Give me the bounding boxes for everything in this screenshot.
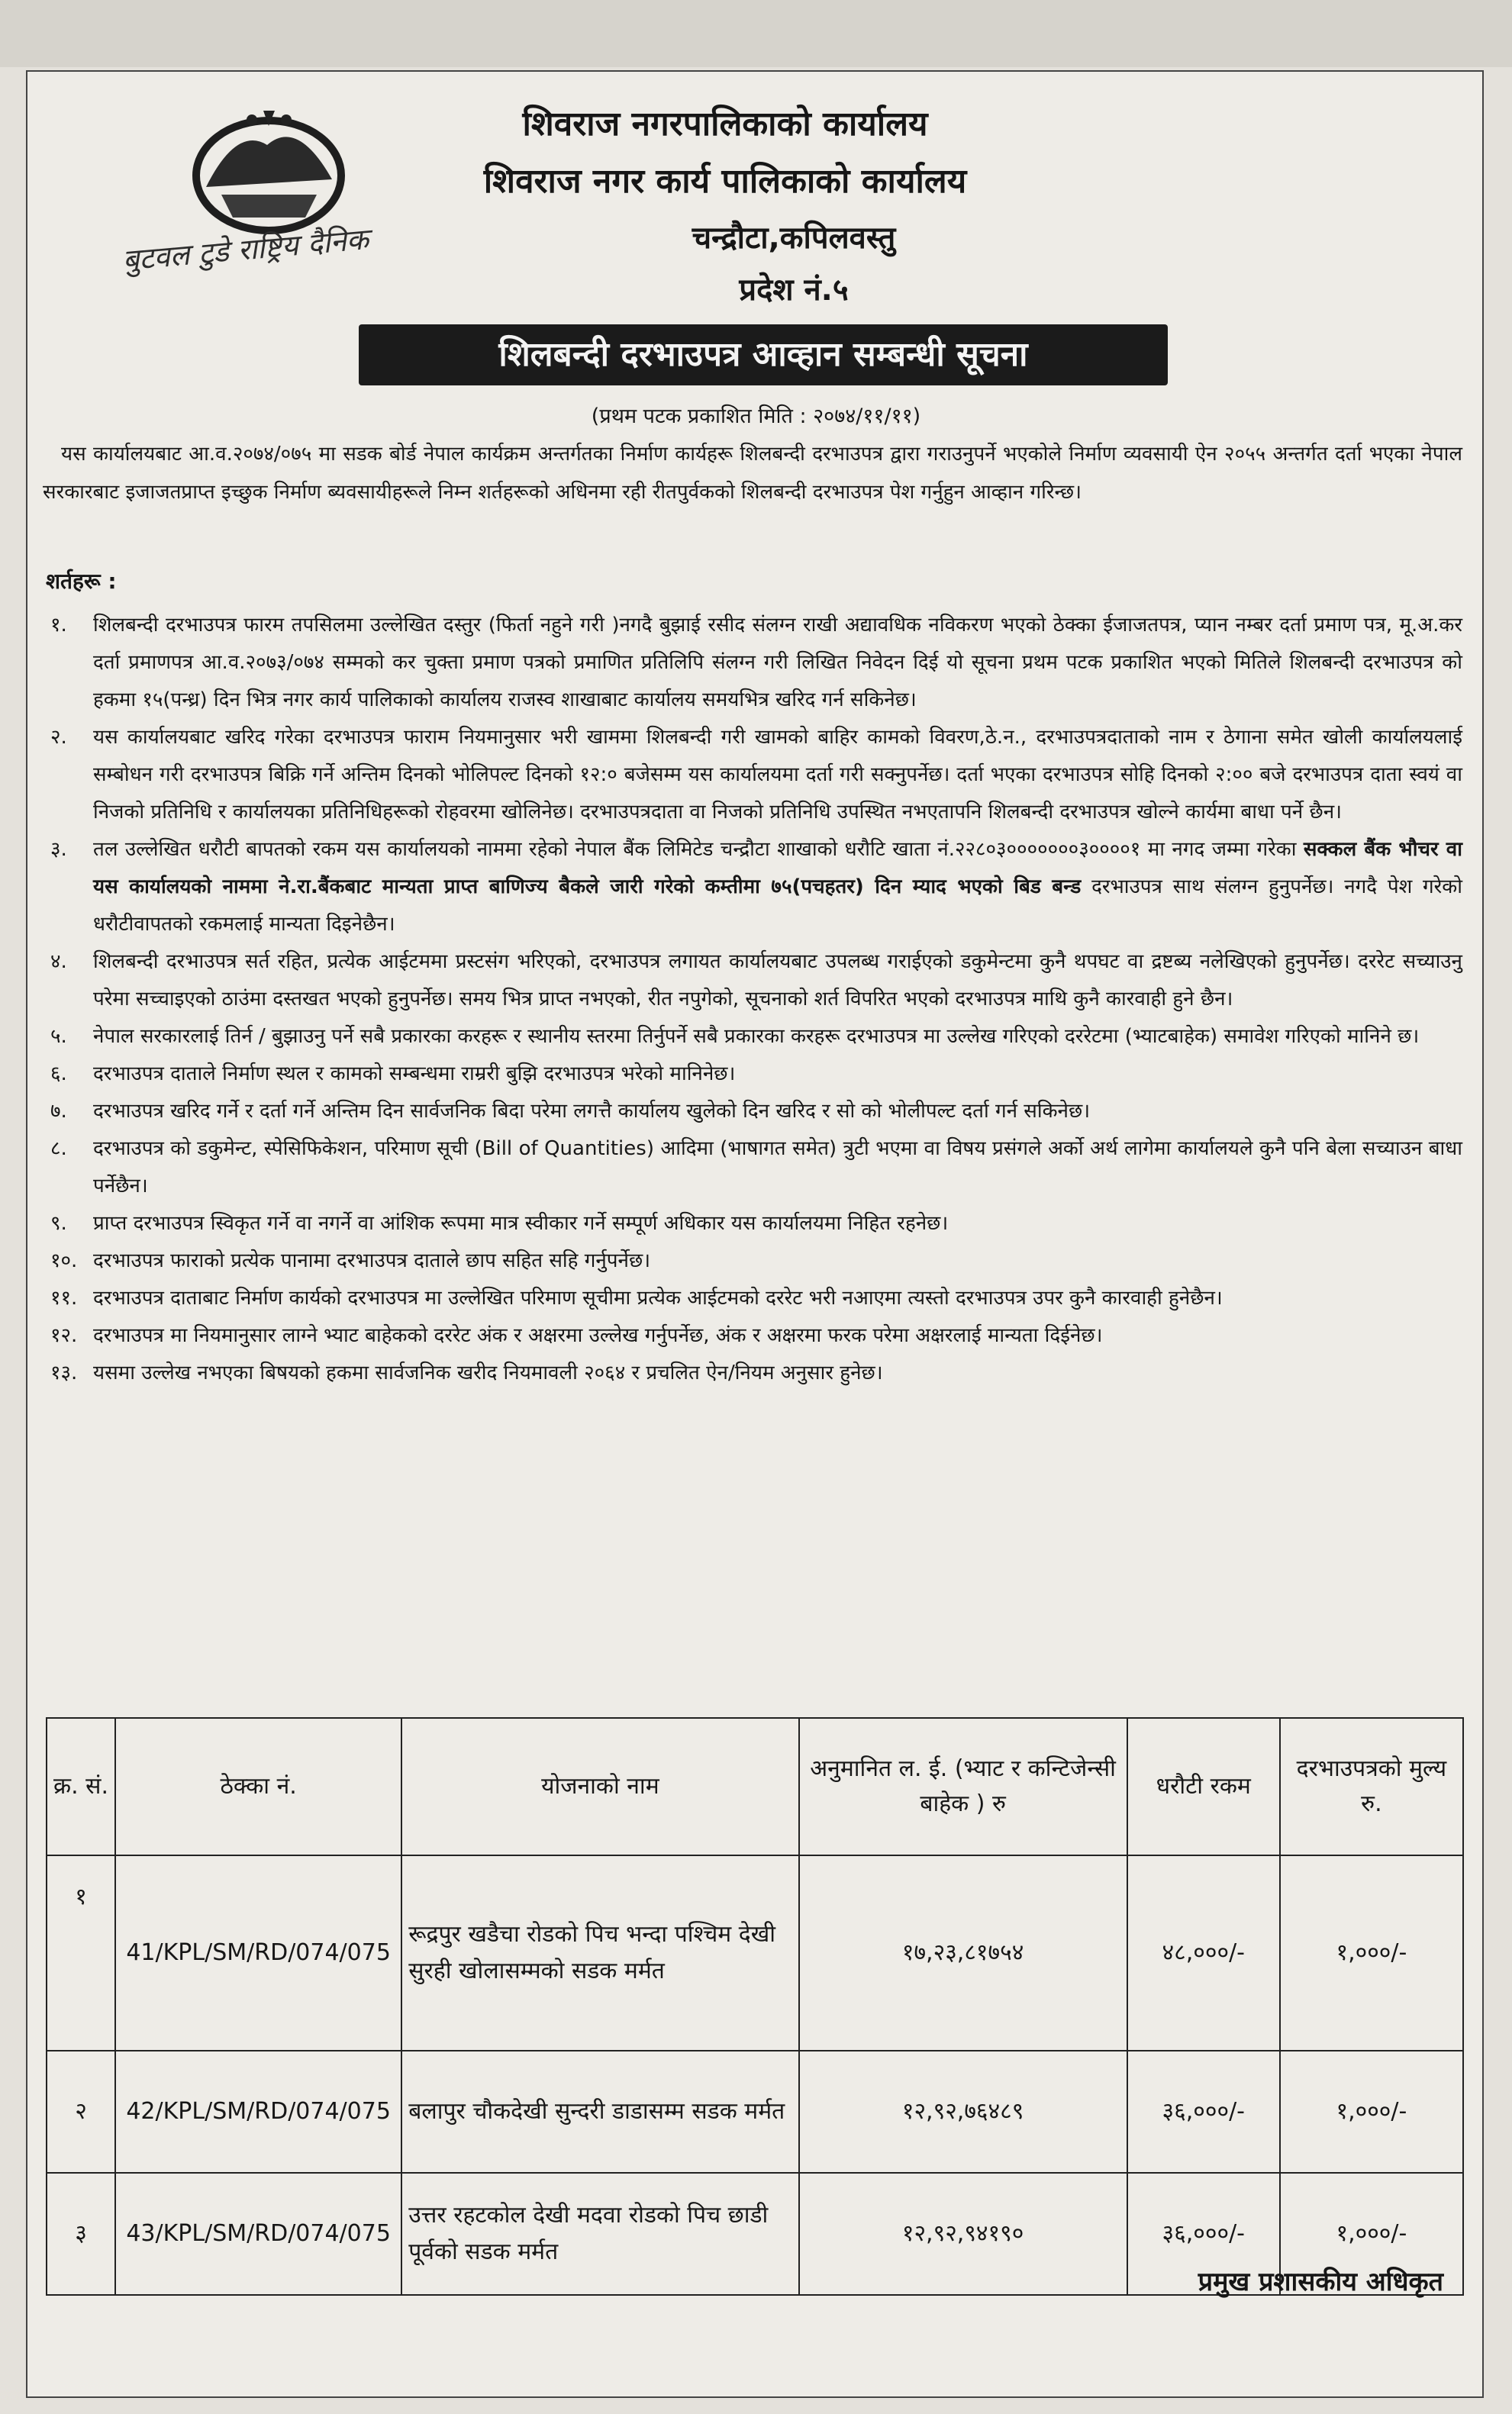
province-label: प्रदेश नं.५ [739,272,849,308]
price-cell: १,०००/- [1280,1855,1463,2051]
intro-paragraph: यस कार्यालयबाट आ.व.२०७४/०७५ मा सडक बोर्ड नेपाल कार्यक्रम अन्तर्गतका निर्माण कार्यहरू शिलबन्दी दरभाउपत्र द्वारा गराउनुपर्ने भएकोले निर्माण व्यवसायी ऐन २०५५ अन्तर्गत दर्ता भएका नेपाल सरकारबाट इजाजतप्राप्त इच्छुक निर्माण ब्यवसायीहरूले निम्न शर्तहरूको अधिनमा रही रीतपुर्वककाे शिलबन्दी दरभाउपत्र पेश गर्नुहुन आव्हान गरिन्छ। [43,443,1462,504]
condition-number: ९. [50,1212,67,1235]
price-cell: १,०००/- [1280,2051,1463,2173]
condition-number: ५. [50,1025,67,1048]
condition-number: १. [50,614,67,637]
serial-cell: १ [47,1855,115,2051]
conditions-heading: शर्तहरू : [46,569,117,594]
table-row [47,2051,1463,2173]
condition-text: प्राप्त दरभाउपत्र स्विकृत गर्ने वा नगर्ने वा आंशिक रूपमा मात्र स्वीकार गर्ने सम्पूर्ण अधिकार यस कार्यालयमा निहित रहनेछ। [93,1212,949,1235]
notice-title: शिलबन्दी दरभाउपत्र आव्हान सम्बन्धी सूचना [359,324,1168,385]
contracts-table [46,1717,1464,2296]
project-name-cell: बलापुर चौकदेखी सुन्दरी डाडासम्म सडक मर्मत [401,2051,798,2173]
condition-text: दरभाउपत्र दाताबाट निर्माण कार्यको दरभाउपत्र मा उल्लेखित परिमाण सूचीमा प्रत्येक आईटमको दररेट भरी नआएमा त्यस्तो दरभाउपत्र उपर कुनै कारवाही हुनेछैन। [93,1287,1223,1310]
condition-text: दरभाउपत्र को डकुमेन्ट, स्पेसिफिकेशन, परिमाण सूची (Bill of Quantities) आदिमा (भाषागत समेत) त्रुटी भएमा वा विषय प्रसंगले अर्को अर्थ लागेमा कार्यालयले कुनै पनि बेला सच्याउन बाधा पर्नेछैन। [93,1137,1462,1197]
condition-text: दरभाउपत्र खरिद गर्ने र दर्ता गर्ने अन्तिम दिन सार्वजनिक बिदा परेमा लगत्तै कार्यालय खुलेको दिन खरिद र सो को भोलीपल्ट दर्ता गर्न सकिनेछ। [93,1100,1091,1123]
condition-item [43,831,1462,943]
estimate-cell: १७,२३,८१७५४ [799,1855,1127,2051]
condition-text: दरभाउपत्र दाताले निर्माण स्थल र कामको सम्बन्धमा राम्ररी बुझि दरभाउपत्र भरेको मानिनेछ। [93,1062,736,1085]
condition-number: ४. [50,950,67,973]
condition-number: ७. [50,1100,67,1123]
project-name-cell: उत्तर रहटकोल देखी मदवा रोडको पिच छाडी पूर्वको सडक मर्मत [401,2173,798,2295]
estimate-cell: १२,९२,७६४८९ [799,2051,1127,2173]
condition-number: १०. [50,1249,78,1272]
table-header-row [47,1718,1463,1855]
condition-text: दरभाउपत्र मा नियमानुसार लाग्ने भ्याट बाहेकको दररेट अंक र अक्षरमा उल्लेख गर्नुपर्नेछ, अंक र अक्षरमा फरक परेमा अक्षरलाई मान्यता दिईनेछ। [93,1324,1103,1347]
deposit-cell: ३६,०००/- [1127,2173,1280,2295]
contract-number-cell: 41/KPL/SM/RD/074/075 [115,1855,401,2051]
condition-item [43,943,1462,1018]
condition-item [43,1093,1462,1130]
contract-number-cell: 43/KPL/SM/RD/074/075 [115,2173,401,2295]
condition-text: नेपाल सरकारलाई तिर्न / बुझाउनु पर्ने सबै प्रकारका करहरू र स्थानीय स्तरमा तिर्नुपर्ने सबै प्रकारका करहरू दरभाउपत्र मा उल्लेख गरिएको दररेटमा (भ्याटबाहेक) समावेश गरिएको मानिने छ। [93,1025,1420,1048]
column-header: योजनाको नाम [401,1718,798,1855]
condition-number: ६. [50,1062,67,1085]
condition-item [43,719,1462,831]
condition-item [43,1317,1462,1355]
column-header: अनुमानित ल. ई. (भ्याट र कन्टिजेन्सी बाहेक ) रु [799,1718,1127,1855]
conditions-list [43,607,1462,1392]
deposit-cell: ३६,०००/- [1127,2051,1280,2173]
contract-number-cell: 42/KPL/SM/RD/074/075 [115,2051,401,2173]
estimate-cell: १२,९२,९४१९० [799,2173,1127,2295]
top-margin-strip [0,0,1512,67]
condition-item [43,1355,1462,1392]
column-header: क्र. सं. [47,1718,115,1855]
condition-number: १२. [50,1324,78,1347]
condition-text-cont: दरभाउपत्र साथ संलग्न हुनुपर्नेछ। नगदै पेश गरेको धरौटीवापतको रकमलाई मान्यता दिइनेछैन। [93,875,1462,936]
condition-item [43,1205,1462,1242]
serial-cell: २ [47,2051,115,2173]
condition-text: शिलबन्दी दरभाउपत्र फारम तपसिलमा उल्लेखित दस्तुर (फिर्ता नहुने गरी )नगदै बुझाई रसीद संलग्न राखी अद्यावधिक नविकरण भएको ठेक्का ईजाजतपत्र, प्यान नम्बर दर्ता प्रमाण पत्र, मू.अ.कर दर्ता प्रमाणपत्र आ.व.२०७३/०७४ सम्मको कर चुक्ता प्रमाण पत्रको प्रमाणित प्रतिलिपि संलग्न गरी लिखित निवेदन दिई यो सूचना प्रथम पटक प्रकाशित भएको मितिले शिलबन्दी दरभाउपत्र को हकमा १५(पन्ध्र) दिन भित्र नगर कार्य पालिकाको कार्यालय राजस्व शाखाबाट कार्यालय समयभित्र खरिद गर्न सकिनेछ। [93,614,1462,711]
condition-text: तल उल्लेखित धरौटी बापतको रकम यस कार्यालयको नाममा रहेको नेपाल बैंक लिमिटेड चन्द्रौटा शाखाको धरौटि खाता नं.२२८०३०००००००३००००१ मा नगद जम्मा गरेका [93,838,1297,861]
condition-item [43,1242,1462,1280]
condition-number: २. [50,726,67,749]
office-address: चन्द्रौटा,कपिलवस्तु [692,221,896,256]
condition-item [43,1280,1462,1317]
column-header: दरभाउपत्रको मुल्य रु. [1280,1718,1463,1855]
column-header: धरौटी रकम [1127,1718,1280,1855]
condition-item [43,1018,1462,1056]
condition-bold-text: सक्कल बैंक भौचर वा यस कार्यालयको नाममा ने.रा.बैंकबाट मान्यता प्राप्त बाणिज्य बैकले जारी गरेको कम्तीमा ७५(पचहतर) दिन म्याद भएको बिड बन्ड [93,838,1462,898]
deposit-cell: ४८,०००/- [1127,1855,1280,2051]
published-date: (प्रथम पटक प्रकाशित मिति : २०७४/११/११) [591,404,921,428]
condition-item [43,607,1462,719]
office-name-line2: शिवराज नगर कार्य पालिकाको कार्यालय [483,162,967,201]
condition-number: ३. [50,838,67,861]
serial-cell: ३ [47,2173,115,2295]
handwritten-note: बुटवल टुडे राष्ट्रिय दैनिक [121,221,370,277]
condition-item [43,1056,1462,1093]
condition-text: शिलबन्दी दरभाउपत्र सर्त रहित, प्रत्येक आईटममा प्रस्टसंग भरिएको, दरभाउपत्र लगायत कार्यालयबाट उपलब्ध गराईएको डकुमेन्टमा कुनै थपघट वा द्रष्टब्य नलेखिएको हुनुपर्नेछ। दररेट सच्याउनु परेमा सच्चाइएको ठाउंमा दस्तखत भएको हुनुपर्नेछ। समय भित्र प्राप्त नभएको, रीत नपुगेको, सूचनाको शर्त विपरित भएको दरभाउपत्र माथि कुनै कारवाही हुने छैन। [93,950,1462,1010]
condition-text: यसमा उल्लेख नभएका बिषयको हकमा सार्वजनिक खरीद नियमावली २०६४ र प्रचलित ऐन/नियम अनुसार हुनेछ। [93,1362,883,1384]
office-name-line1: शिवराज नगरपालिकाको कार्यालय [522,105,928,143]
table-row [47,1855,1463,2051]
condition-text: यस कार्यालयबाट खरिद गरेका दरभाउपत्र फाराम नियमानुसार भरी खाममा शिलबन्दी गरी खामको बाहिर कामको विवरण,ठे.न., दरभाउपत्रदाताको नाम र ठेगाना समेत खोली कार्यालयलाई सम्बोधन गरी दरभाउपत्र बिक्रि गर्ने अन्तिम दिनको भोलिपल्ट दिनको १२:० बजेसम्म यस कार्यालयमा दर्ता गरी सक्नुपर्नेछ। दर्ता भएका दरभाउपत्र सोहि दिनको २:०० बजे दरभाउपत्र दाता स्वयं वा निजको प्रतिनिधि र कार्यालयका प्रतिनिधिहरूको रोहवरमा खोलिनेछ। दरभाउपत्रदाता वा निजको प्रतिनिधि उपस्थित नभएतापनि शिलबन्दी दरभाउपत्र खोल्ने कार्यमा बाधा पर्ने छैन। [93,726,1462,823]
condition-number: १३. [50,1362,78,1384]
condition-number: ८. [50,1137,67,1160]
signature-title: प्रमुख प्रशासकीय अधिकृत [1198,2267,1443,2297]
price-cell: १,०००/- [1280,2173,1463,2295]
condition-number: ११. [50,1287,78,1310]
column-header: ठेक्का नं. [115,1718,401,1855]
condition-item [43,1130,1462,1205]
project-name-cell: रूद्रपुर खडैचा रोडको पिच भन्दा पश्चिम देखी सुरही खोलासम्मको सडक मर्मत [401,1855,798,2051]
condition-text: दरभाउपत्र फाराको प्रत्येक पानामा दरभाउपत्र दाताले छाप सहित सहि गर्नुपर्नेछ। [93,1249,651,1272]
